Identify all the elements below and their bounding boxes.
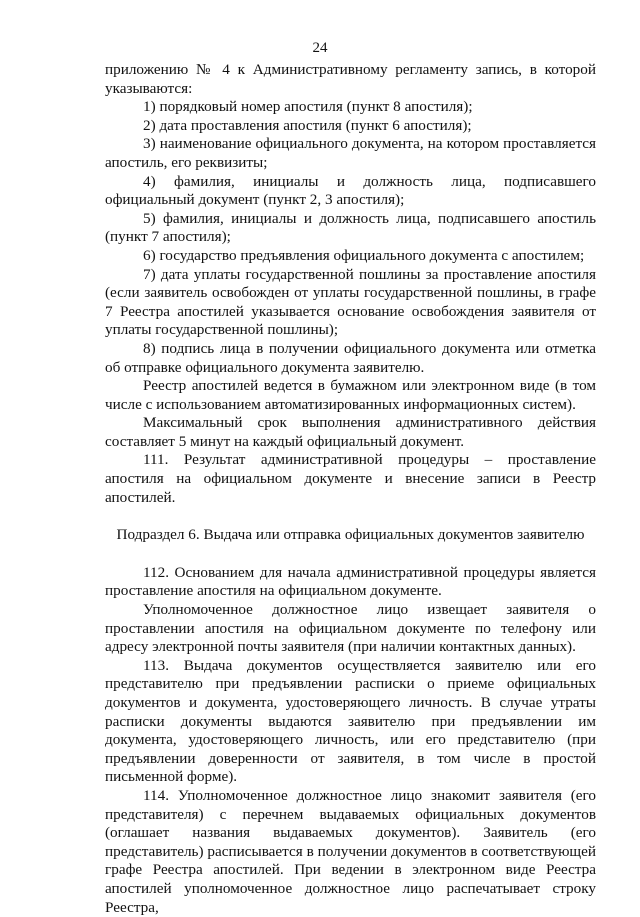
paragraph-notification: Уполномоченное должностное лицо извещает заявителя о проставлении апостиля на официальном документе по телефону или адресу электронной почты заявителя (при наличии контактных данных). <box>105 601 596 656</box>
document-body <box>105 61 596 917</box>
paragraph-continuation: приложению № 4 к Административному регламенту запись, в которой указываются: <box>105 61 596 97</box>
list-item-7: 7) дата уплаты государственной пошлины за проставление апостиля (если заявитель освобожден от уплаты государственной пошлины, в графе 7 Реестра апостилей указывается основание освобождения заявителя от уплаты государственной пошлины); <box>105 265 596 339</box>
list-item-2: 2) дата проставления апостиля (пункт 6 апостиля); <box>143 116 472 134</box>
list-item-5: 5) фамилия, инициалы и должность лица, подписавшего апостиль (пункт 7 апостиля); <box>105 209 596 246</box>
list-item-8: 8) подпись лица в получении официального документа или отметка об отправке официального документа заявителю. <box>105 339 596 376</box>
list-item-3: 3) наименование официального документа, на котором проставляется апостиль, его реквизиты; <box>105 135 596 171</box>
list-item-1: 1) порядковый номер апостиля (пункт 8 апостиля); <box>143 98 473 116</box>
paragraph-registry-format: Реестр апостилей ведется в бумажном или электронном виде (в том числе с использованием автоматизированных информационных систем). <box>105 377 596 413</box>
page-number: 24 <box>312 40 328 56</box>
section-heading: Подраздел 6. Выдача или отправка официальных документов заявителю <box>116 526 585 544</box>
paragraph-max-duration: Максимальный срок выполнения административного действия составляет 5 минут на каждый официальный документ. <box>105 414 596 450</box>
paragraph-114: 114. Уполномоченное должностное лицо знакомит заявителя (его представителя) с перечнем выдаваемых официальных документов (оглашает названия выдаваемых документов). Заявитель (его представитель) расписывается в получении документов в соответствующей графе Реестра апостилей. При ведении в электронном виде Реестра апостилей уполномоченное должностное лицо распечатывает строку Реестра, <box>105 786 596 916</box>
list-item-6: 6) государство предъявления официального документа с апостилем; <box>143 246 585 264</box>
paragraph-113: 113. Выдача документов осуществляется заявителю или его представителю при предъявлении расписки о приеме официальных документов и документа, удостоверяющего личность. В случае утраты расписки документы выдаются заявителю при предъявлении им документа, удостоверяющего личность, или его представителю (при предъявлении доверенности от заявителя, в том числе в простой письменной форме). <box>105 656 596 786</box>
paragraph-112: 112. Основанием для начала административной процедуры является проставление апостиля на официальном документе. <box>105 563 596 600</box>
paragraph-111: 111. Результат административной процедуры – проставление апостиля на официальном документе и внесение записи в Реестр апостилей. <box>105 451 596 506</box>
list-item-4: 4) фамилия, инициалы и должность лица, подписавшего официальный документ (пункт 2, 3 апостиля); <box>105 172 596 209</box>
